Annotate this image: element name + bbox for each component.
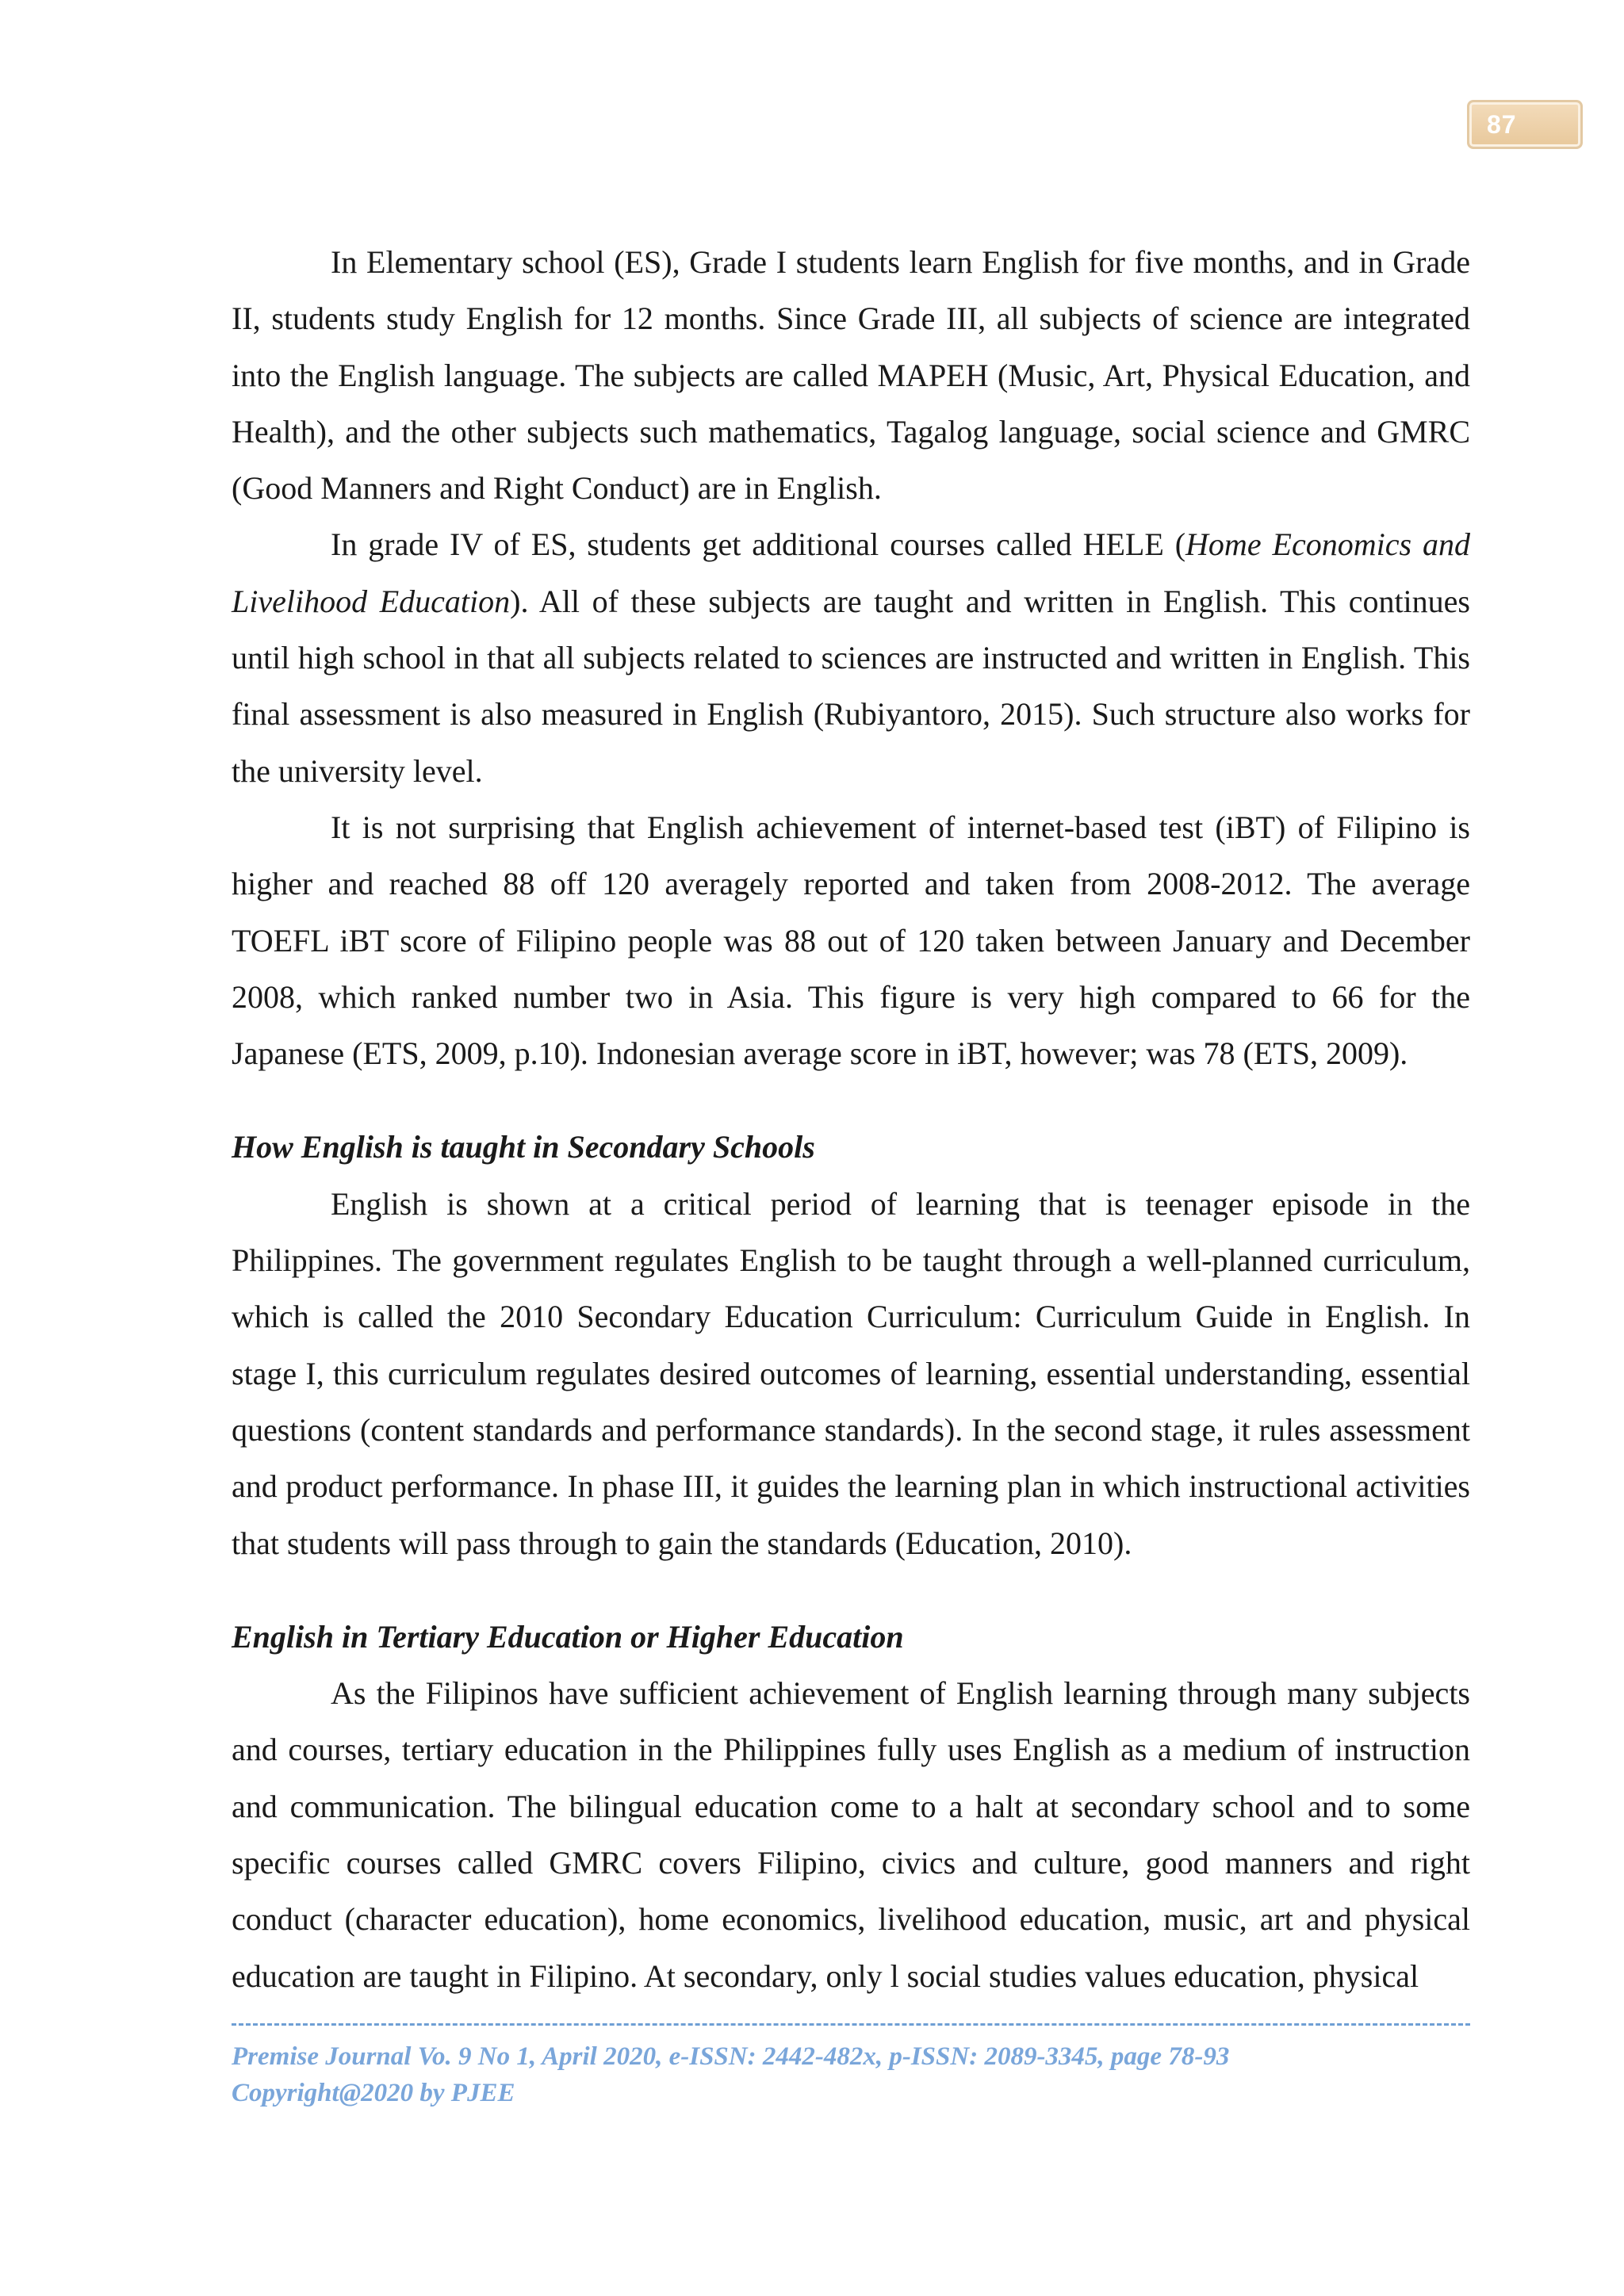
section-spacer xyxy=(232,1081,1470,1119)
paragraph-ibt-scores: It is not surprising that English achievement of internet-based test (iBT) of Filipino is higher and reached 88 off 120 averagely reported and taken from 2008-2012. The average TOEFL iBT score of Filipino people was 88 out of 120 taken between January and December 2008, which ranked number two in Asia. This figure is very high compared to 66 for the Japanese (ETS, 2009, p.10). Indonesian average score in iBT, however; was 78 (ETS, 2009). xyxy=(232,809,1470,1072)
page-number: 87 xyxy=(1487,110,1517,139)
page-number-badge xyxy=(1467,100,1583,149)
paragraph-secondary-curriculum: English is shown at a critical period of learning that is teenager episode in the Philippines. The government regulates English to be taught through a well-planned curriculum, which is called the 2010 Secondary Education Curriculum: Curriculum Guide in English. In stage I, this curriculum regulates desired outcomes of learning, essential understanding, essential questions (content standards and performance standards). In the second stage, it rules assessment and product performance. In phase III, it guides the learning plan in which instructional activities that students will pass through to gain the standards (Education, 2010). xyxy=(232,1185,1470,1561)
footer-divider xyxy=(232,2023,1470,2026)
section-spacer xyxy=(232,1571,1470,1609)
page-footer xyxy=(232,2023,1470,2111)
paragraph-grade-iv-end: ). All of these subjects are taught and written in English. This continues until high school in that all subjects related to sciences are instructed and written in English. This final assessment is also measured in English (Rubiyantoro, 2015). Such structure also works for the university level. xyxy=(232,583,1470,789)
footer-copyright: Copyright@2020 by PJEE xyxy=(232,2079,515,2107)
section-heading-secondary: How English is taught in Secondary Schools xyxy=(232,1129,815,1165)
paragraph-grade-iv xyxy=(232,516,1470,798)
footer-citation: Premise Journal Vo. 9 No 1, April 2020, e-ISSN: 2442-482x, p-ISSN: 2089-3345, page 78-93 xyxy=(232,2042,1230,2071)
paragraph-grade-iv-start: In grade IV of ES, students get additional courses called HELE ( xyxy=(331,526,1186,563)
section-heading-tertiary: English in Tertiary Education or Higher Education xyxy=(232,1618,904,1655)
paragraph-elementary-school: In Elementary school (ES), Grade I students learn English for five months, and in Grade II, students study English for 12 months. Since Grade III, all subjects of science are integrated into the English language. The subjects are called MAPEH (Music, Art, Physical Education, and Health), and the other subjects such mathematics, Tagalog language, social science and GMRC (Good Manners and Right Conduct) are in English. xyxy=(232,244,1470,507)
article-body xyxy=(232,234,1470,2004)
paragraph-grade-iv-italic-term: Home Economics and Livelihood Education xyxy=(232,526,1470,619)
paragraph-tertiary-education: As the Filipinos have sufficient achievement of English learning through many subjects and courses, tertiary education in the Philippines fully uses English as a medium of instruction and communication. The bilingual education come to a halt at secondary school and to some specific courses called GMRC covers Filipino, civics and culture, good manners and right conduct (character education), home economics, livelihood education, music, art and physical education are taught in Filipino. At secondary, only l social studies values education, physical xyxy=(232,1675,1470,1994)
